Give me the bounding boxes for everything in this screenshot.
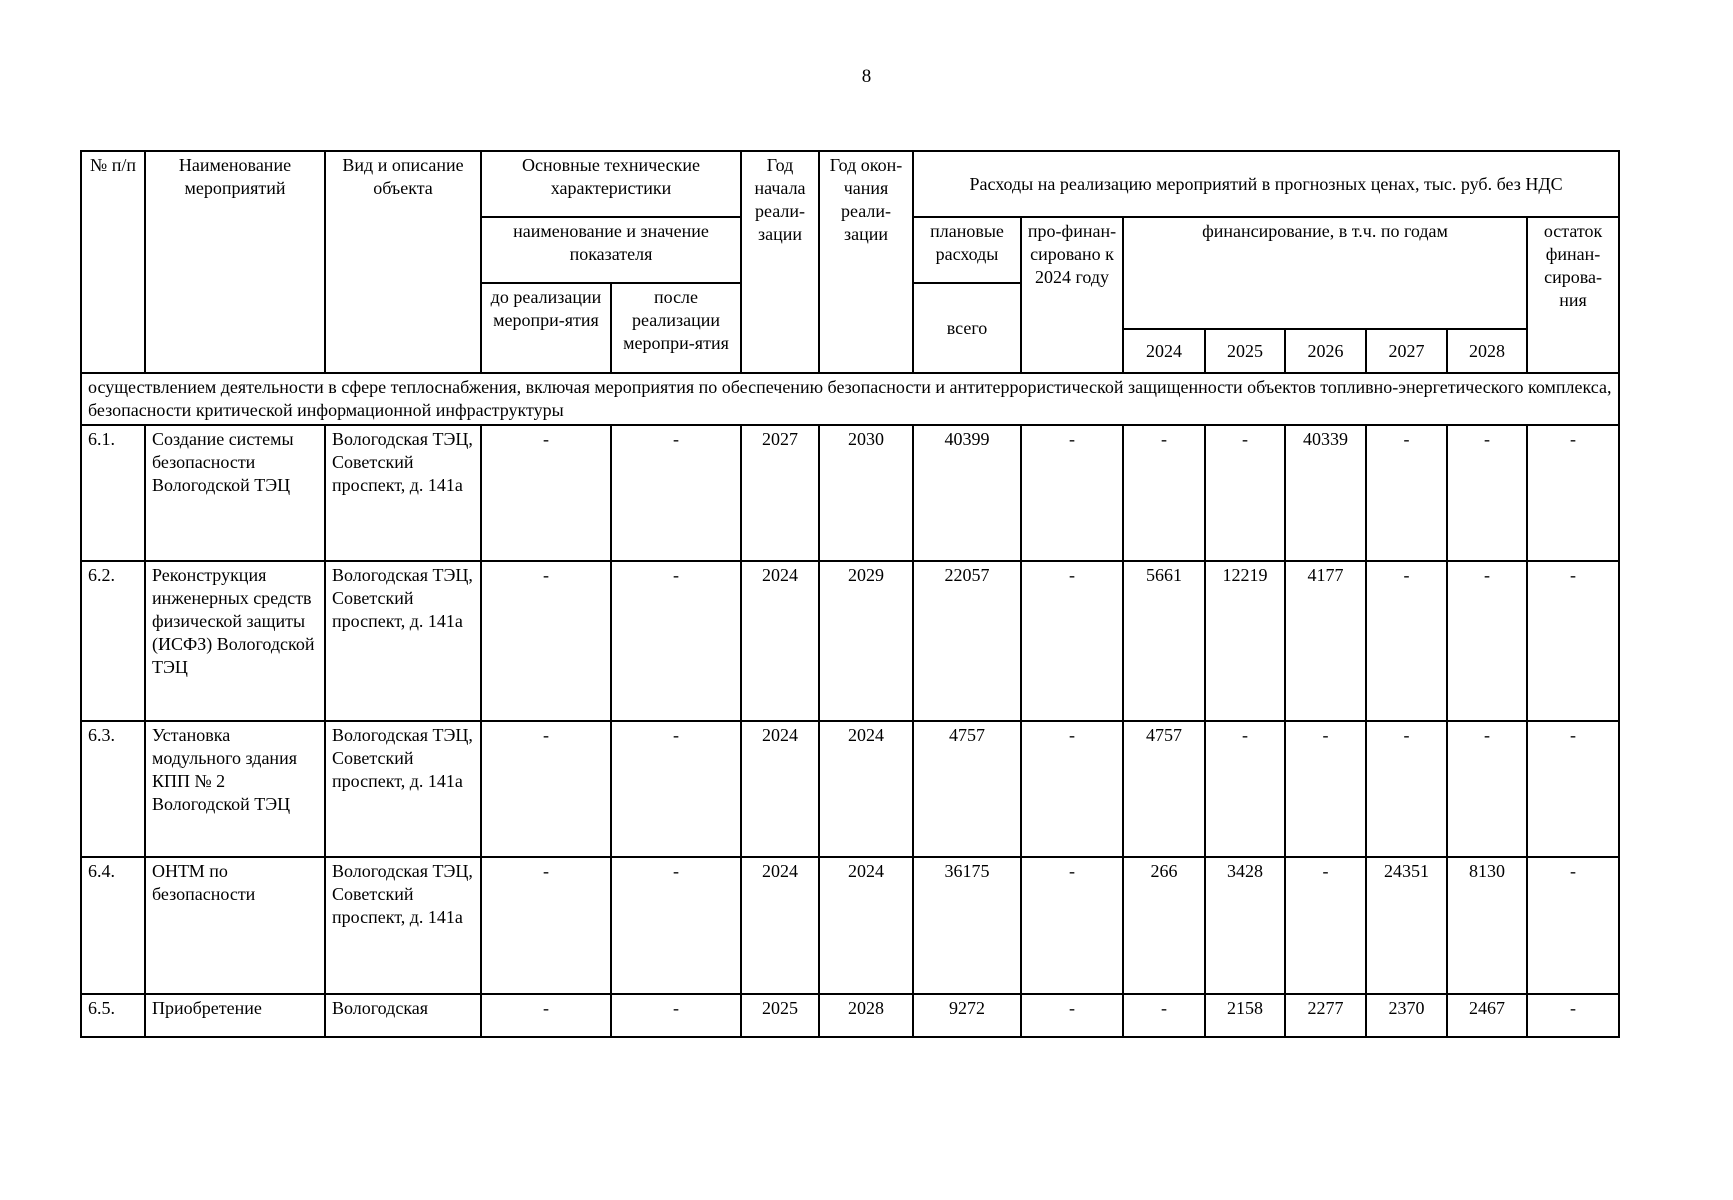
row-planned: 4757 [913, 721, 1021, 857]
table-row [81, 857, 1619, 994]
row-2027: 2370 [1366, 994, 1447, 1037]
table-row [81, 994, 1619, 1037]
header-year-2024: 2024 [1123, 329, 1205, 373]
investment-table [80, 150, 1620, 1038]
row-object: Вологодская ТЭЦ, Советский проспект, д. 141а [325, 857, 481, 994]
table-row [81, 561, 1619, 721]
header-end-year: Год окон-чания реали-зации [819, 151, 913, 373]
row-before: - [481, 857, 611, 994]
header-name: Наименование мероприятий [145, 151, 325, 373]
row-num: 6.5. [81, 994, 145, 1037]
row-2024: 5661 [1123, 561, 1205, 721]
row-name: Установка модульного здания КПП № 2 Вологодской ТЭЦ [145, 721, 325, 857]
row-end-year: 2030 [819, 425, 913, 561]
row-name: Создание системы безопасности Вологодской ТЭЦ [145, 425, 325, 561]
header-total: всего [913, 283, 1021, 373]
row-after: - [611, 425, 741, 561]
row-name: Реконструкция инженерных средств физической защиты (ИСФЗ) Вологодской ТЭЦ [145, 561, 325, 721]
table-row [81, 721, 1619, 857]
row-start-year: 2025 [741, 994, 819, 1037]
row-prefunded: - [1021, 994, 1123, 1037]
row-2027: - [1366, 721, 1447, 857]
row-end-year: 2028 [819, 994, 913, 1037]
row-2024: - [1123, 994, 1205, 1037]
row-after: - [611, 721, 741, 857]
row-2025: - [1205, 425, 1285, 561]
row-start-year: 2024 [741, 721, 819, 857]
row-planned: 40399 [913, 425, 1021, 561]
row-2024: 266 [1123, 857, 1205, 994]
row-end-year: 2029 [819, 561, 913, 721]
row-2025: - [1205, 721, 1285, 857]
row-prefunded: - [1021, 425, 1123, 561]
row-2027: - [1366, 425, 1447, 561]
header-after: после реализации меропри-ятия [611, 283, 741, 373]
header-planned: плановые расходы [913, 217, 1021, 283]
row-2027: - [1366, 561, 1447, 721]
row-2026: 2277 [1285, 994, 1366, 1037]
header-year-2025: 2025 [1205, 329, 1285, 373]
row-2028: - [1447, 561, 1527, 721]
row-remainder: - [1527, 721, 1619, 857]
header-before: до реализации меропри-ятия [481, 283, 611, 373]
page-number: 8 [861, 66, 872, 87]
row-2028: 2467 [1447, 994, 1527, 1037]
row-object: Вологодская ТЭЦ, Советский проспект, д. 141а [325, 425, 481, 561]
section-row [81, 373, 1619, 425]
header-year-2026: 2026 [1285, 329, 1366, 373]
row-2027: 24351 [1366, 857, 1447, 994]
row-before: - [481, 994, 611, 1037]
header-year-2028: 2028 [1447, 329, 1527, 373]
row-object: Вологодская ТЭЦ, Советский проспект, д. 141а [325, 721, 481, 857]
row-2025: 12219 [1205, 561, 1285, 721]
header-tech: Основные технические характеристики [481, 151, 741, 217]
header-expenses: Расходы на реализацию мероприятий в прогнозных ценах, тыс. руб. без НДС [913, 151, 1619, 217]
row-after: - [611, 994, 741, 1037]
row-after: - [611, 857, 741, 994]
row-before: - [481, 721, 611, 857]
row-prefunded: - [1021, 721, 1123, 857]
header-indicator: наименование и значение показателя [481, 217, 741, 283]
row-2026: - [1285, 857, 1366, 994]
row-planned: 9272 [913, 994, 1021, 1037]
row-end-year: 2024 [819, 721, 913, 857]
row-planned: 22057 [913, 561, 1021, 721]
row-prefunded: - [1021, 561, 1123, 721]
section-text: осуществлением деятельности в сфере теплоснабжения, включая мероприятия по обеспечению безопасности и антитеррористической защищенности объектов топливно-энергетического комплекса, безопасности критической информационной инфраструктуры [81, 373, 1619, 425]
header-year-2027: 2027 [1366, 329, 1447, 373]
row-before: - [481, 425, 611, 561]
row-2026: - [1285, 721, 1366, 857]
row-name: ОНТМ по безопасности [145, 857, 325, 994]
row-object: Вологодская ТЭЦ, Советский проспект, д. 141а [325, 561, 481, 721]
row-start-year: 2027 [741, 425, 819, 561]
row-num: 6.1. [81, 425, 145, 561]
row-2025: 2158 [1205, 994, 1285, 1037]
row-remainder: - [1527, 994, 1619, 1037]
header-remainder: остаток финан-сирова-ния [1527, 217, 1619, 373]
header-prefunded: про-финан-сировано к 2024 году [1021, 217, 1123, 373]
row-after: - [611, 561, 741, 721]
header-financing: финансирование, в т.ч. по годам [1123, 217, 1527, 329]
table-row [81, 425, 1619, 561]
row-remainder: - [1527, 857, 1619, 994]
row-object: Вологодская [325, 994, 481, 1037]
row-num: 6.4. [81, 857, 145, 994]
row-remainder: - [1527, 561, 1619, 721]
header-num: № п/п [81, 151, 145, 373]
row-2028: - [1447, 721, 1527, 857]
row-name: Приобретение [145, 994, 325, 1037]
header-object: Вид и описание объекта [325, 151, 481, 373]
row-2026: 40339 [1285, 425, 1366, 561]
row-prefunded: - [1021, 857, 1123, 994]
row-2028: 8130 [1447, 857, 1527, 994]
row-planned: 36175 [913, 857, 1021, 994]
row-start-year: 2024 [741, 561, 819, 721]
row-remainder: - [1527, 425, 1619, 561]
row-2026: 4177 [1285, 561, 1366, 721]
row-2025: 3428 [1205, 857, 1285, 994]
row-end-year: 2024 [819, 857, 913, 994]
row-num: 6.3. [81, 721, 145, 857]
row-start-year: 2024 [741, 857, 819, 994]
row-2024: 4757 [1123, 721, 1205, 857]
row-2024: - [1123, 425, 1205, 561]
row-2028: - [1447, 425, 1527, 561]
row-before: - [481, 561, 611, 721]
row-num: 6.2. [81, 561, 145, 721]
header-start-year: Год начала реали-зации [741, 151, 819, 373]
